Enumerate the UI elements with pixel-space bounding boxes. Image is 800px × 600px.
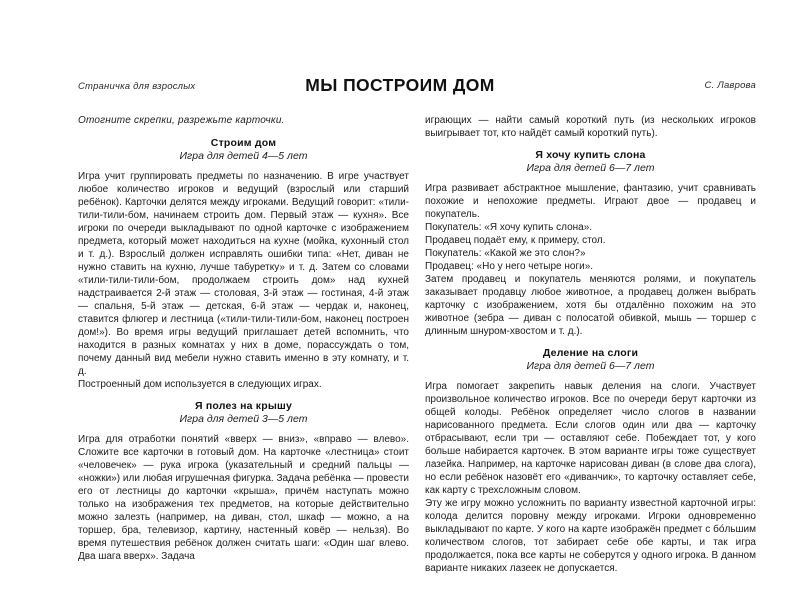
section-heading	[425, 347, 756, 372]
section-title: Я полез на крышу	[195, 400, 292, 412]
paragraph: Игра учит группировать предметы по назначению. В игре участвует любое количество игроков и ведущий (взрослый или старший ребёнок). Карточки делятся между игроками. Ведущий говорит: «тили-тили-тили-бом, начинаем строить дом. Первый этаж — кухня». Все игроки по очереди выкладывают по одной карточке с изображением предмета, который может находиться на кухне (мойка, кухонный стол и т. д.). Взрослый должен исправлять ошибки типа: «Нет, диван не нужно ставить на кухню, лучше табуретку» и т. д. Затем со словами «тили-тили-тили-бом, продолжаем строить дом» над кухней надстраивается 2-й этаж — столовая, 3-й этаж — гостиная, 4-й этаж — спальня, 5-й этаж — детская, 6-й этаж — чердак и, наконец, ставится флюгер и лестница («тили-тили-тили-бом, наконец построен дом!»). Во время игры ведущий приглашает детей вспомнить, что находится в разных комнатах у них в доме, порассуждать о том, почему данный вид мебели нужно ставить именно в эту комнату, и т. д.	[78, 171, 409, 377]
section-title: Я хочу купить слона	[535, 149, 646, 161]
section-delenie-na-slogi	[425, 347, 756, 575]
intro-note: Отогните скрепки, разрежьте карточки.	[78, 115, 285, 126]
dialogue-line: Продавец: «Но у него четыре ноги».	[425, 261, 594, 272]
paragraph: Игра помогает закрепить навык деления на слоги. Участвует произвольное количество игроков. Все по очереди берут карточки из общей колоды. Ребёнок определяет число слогов в названии нарисованного предмета. Если слогов один или два — карточку отбрасывают, если три — оставляют себе. Побеждает тот, у кого больше набирается карточек. В этом варианте игры тоже существует лазейка. Например, на карточке нарисован диван (в слове два слога), но если ребёнок назовёт его «диванчик», то карточку оставляет себе, как карту с трехсложным словом.	[425, 381, 756, 496]
section-heading	[78, 137, 409, 162]
section-heading	[78, 400, 409, 425]
section-subtitle: Игра для детей 6—7 лет	[526, 162, 655, 174]
section-stroim-dom	[78, 137, 409, 391]
continuation-paragraph: играющих — найти самый короткий путь (из нескольких игроков выигрывает тот, кто найдёт самый короткий путь).	[425, 115, 756, 139]
page-title: МЫ ПОСТРОИМ ДОМ	[305, 75, 495, 95]
text-columns	[78, 114, 756, 575]
paragraph: Игра развивает абстрактное мышление, фантазию, учит сравнивать похожие и непохожие предметы. Играют двое — продавец и покупатель.	[425, 183, 756, 220]
dialogue-line: Покупатель: «Я хочу купить слона».	[425, 222, 593, 233]
right-column	[425, 114, 756, 575]
section-ya-hochu-kupit-slona	[425, 149, 756, 338]
paragraph: Игра для отработки понятий «вверх — вниз», «вправо — влево». Сложите все карточки в готовый дом. На карточке «лестница» стоит «человечек» — рука игрока (указательный и средний пальцы — «ножки») или любая игрушечная фигурка. Задача ребёнка — провести его от лестницы до карточки «крыша», причём наступать можно только на изображения тех предметов, на которые действительно можно залезть (например, на диван, стол, шкаф — можно, а на торшер, бра, телевизор, картину, настенный ковёр — нельзя). Во время путешествия ребёнок должен считать шаги: «Один шаг влево. Два шага вверх». Задача	[78, 434, 409, 562]
dialogue-line: Покупатель: «Какой же это слон?»	[425, 248, 586, 259]
section-subtitle: Игра для детей 4—5 лет	[179, 150, 308, 162]
section-ya-polez-na-kryshu	[78, 400, 409, 563]
section-subtitle: Игра для детей 3—5 лет	[179, 413, 308, 425]
section-heading	[425, 149, 756, 174]
left-column	[78, 114, 409, 575]
section-title: Строим дом	[210, 137, 277, 149]
paragraph: Эту же игру можно усложнить по варианту известной карточной игры: колода делится поровну между игроками. Игроки одновременно выкладывают по карте. У кого на карте изображён предмет с бо́льшим количеством слогов, тот забирает себе обе карты, и так игра продолжается, пока все карты не соберутся у одного игрока. В данном варианте никаких лазеек не допускается.	[425, 498, 756, 574]
paragraph: Затем продавец и покупатель меняются ролями, и покупатель заказывает продавцу любое животное, а продавец должен выбрать карточку с изображением, хотя бы отдалённо похожим на это животное (зебра — диван с полосатой обивкой, мышь — торшер с длинным шнуром-хвостом и т. д.).	[425, 274, 756, 337]
author-credit: С. Лаврова	[704, 80, 756, 91]
dialogue-line: Продавец подаёт ему, к примеру, стол.	[425, 235, 606, 246]
page-header-label: Страничка для взрослых	[78, 81, 196, 92]
section-subtitle: Игра для детей 6—7 лет	[526, 360, 655, 372]
section-title: Деление на слоги	[542, 347, 639, 359]
paragraph: Построенный дом используется в следующих играх.	[78, 379, 322, 390]
